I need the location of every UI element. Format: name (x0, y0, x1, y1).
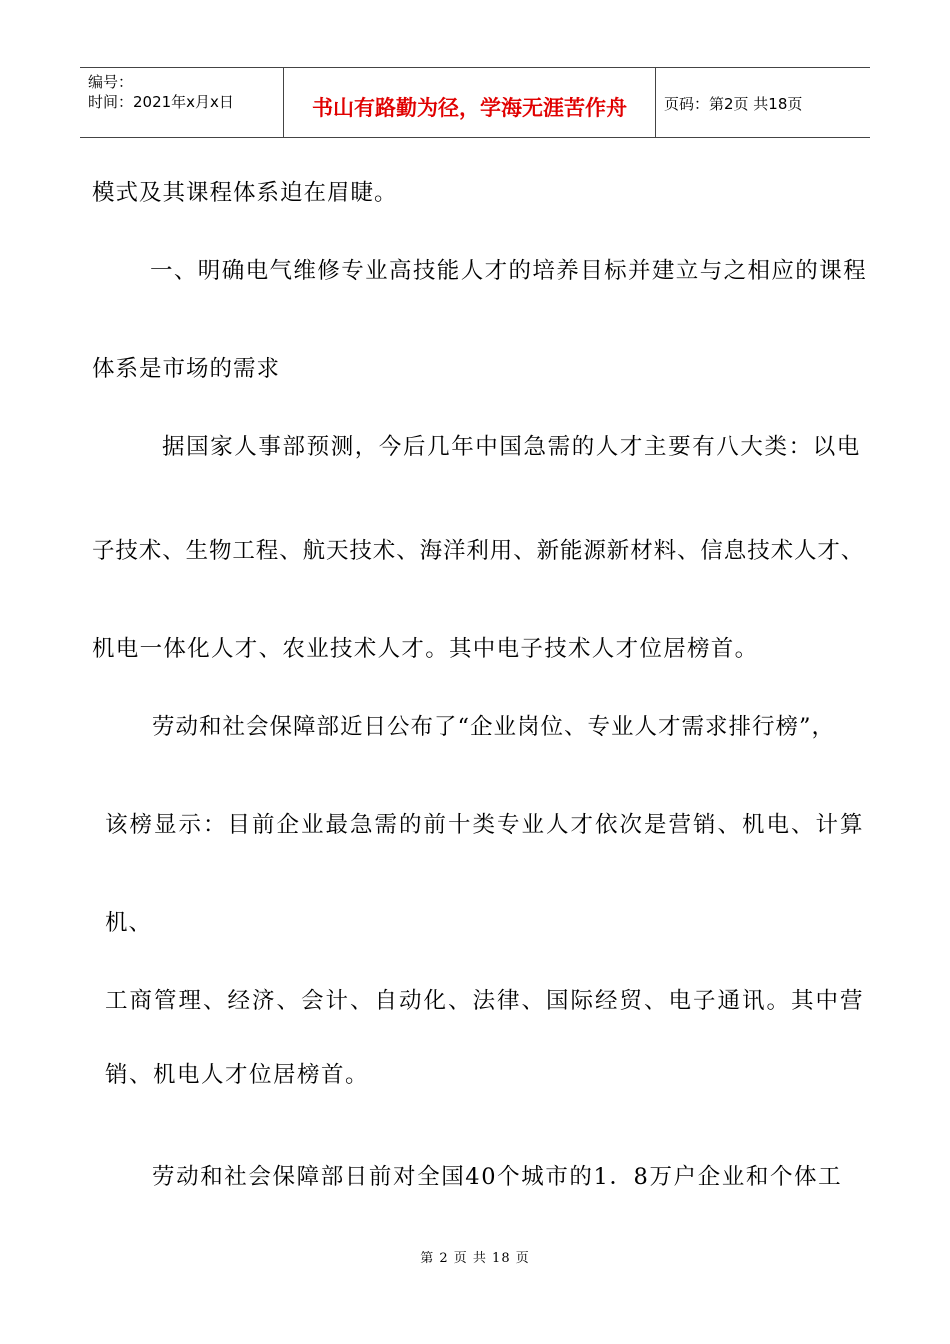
body-line: 机、 (105, 910, 153, 936)
body-line: 工商管理、经济、会计、自动化、法律、国际经贸、电子通讯。其中营 (105, 988, 865, 1014)
document-date: 时间：2021年x月x日 (88, 93, 234, 111)
page-header (80, 67, 870, 138)
body-line: 销、机电人才位居榜首。 (105, 1062, 370, 1088)
section-heading-line: 体系是市场的需求 (92, 356, 281, 382)
header-page-cell (655, 68, 871, 137)
page-footer: 第 2 页 共 18 页 (420, 1251, 530, 1266)
body-line: 劳动和社会保障部近日公布了“企业岗位、专业人才需求排行榜”， (152, 714, 836, 740)
document-number: 编号： (88, 73, 134, 91)
motto: 书山有路勤为径，学海无涯苦作舟 (312, 96, 627, 120)
body-line: 该榜显示：目前企业最急需的前十类专业人才依次是营销、机电、计算 (105, 812, 865, 838)
body-line: 据国家人事部预测，今后几年中国急需的人才主要有八大类：以电 (162, 434, 861, 460)
body-line: 机电一体化人才、农业技术人才。其中电子技术人才位居榜首。 (92, 636, 759, 662)
body-line: 模式及其课程体系迫在眉睫。 (92, 180, 398, 206)
header-meta-cell (80, 68, 284, 137)
body-line: 子技术、生物工程、航天技术、海洋利用、新能源新材料、信息技术人才、 (92, 538, 865, 564)
body-line: 劳动和社会保障部日前对全国40个城市的1．8万户企业和个体工 (152, 1164, 843, 1190)
section-heading-line: 一、明确电气维修专业高技能人才的培养目标并建立与之相应的课程 (150, 258, 868, 284)
page-code: 页码：第2页 共18页 (664, 95, 803, 113)
header-motto-cell (284, 68, 655, 137)
